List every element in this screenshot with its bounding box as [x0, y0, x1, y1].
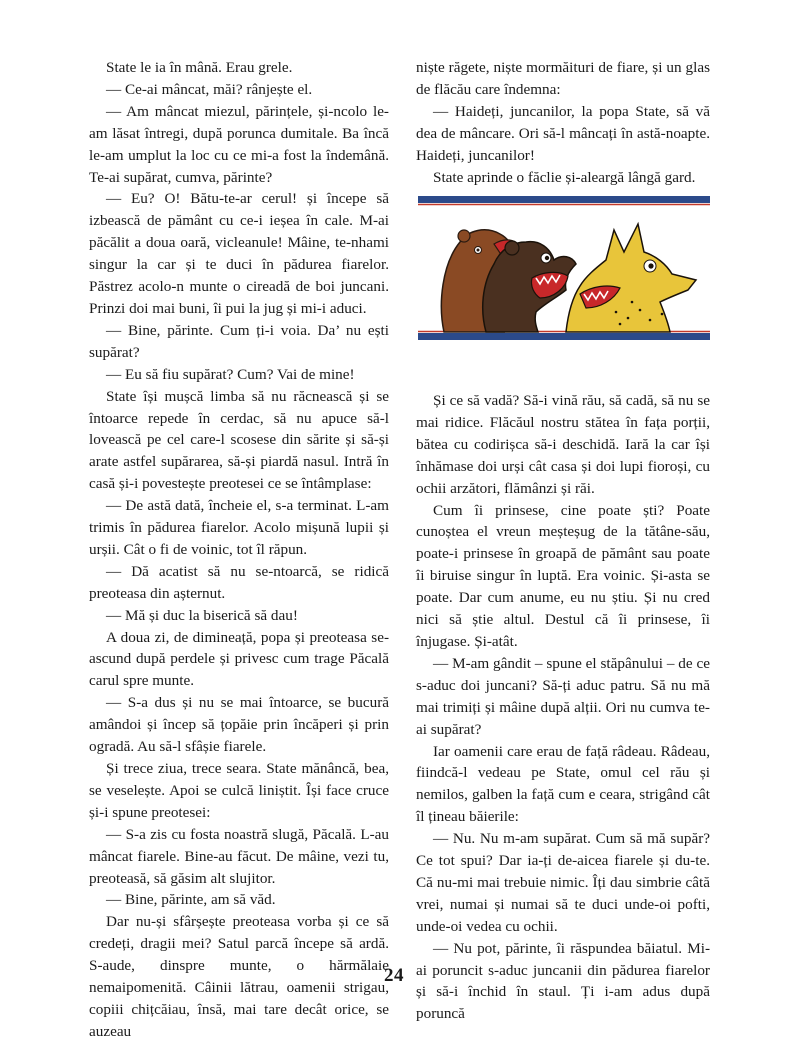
paragraph: State le ia în mână. Erau grele. [106, 59, 293, 76]
paragraph: — Nu. Nu m-am supărat. Cum să mă supăr? Ce tot spui? Dar ia-ți de-aicea fiarele și du-te. Că nu-mi mai trebuie nimic. Îți dau simbrie câtă vrei, numai și numai să te duci unde-oi pofti, unde-oi vedea cu ochii. [416, 830, 710, 935]
bottom-blue-band [418, 333, 710, 340]
paragraph: — Eu? O! Bătu-te-ar cerul! și începe să izbească de pământ cu ce-i ieșea în cale. M-ai păcălit a doua oară, vicleanule! Mâine, te-nhami singur la car și te duci în pădurea fiarelor. Păstrez acolo-n munte o cireadă de boi juncani. Prinzi doi mai buni, îi pui la jug și mi-i aduci. [89, 190, 389, 317]
page-number: 24 [384, 965, 404, 986]
paragraph: — Bine, părinte, am să văd. [106, 891, 276, 909]
paragraph: — Ce-ai mâncat, măi? rânjește el. [106, 80, 313, 98]
paragraph: State aprinde o făclie și-aleargă lângă gard. [433, 168, 696, 186]
paragraph: — De astă dată, încheie el, s-a terminat. L-am trimis în pădurea fiarelor. Acolo mișună lupii și urșii. Cât o fi de voinic, tot îl răpun. [89, 497, 389, 558]
paragraph: — Eu să fiu supărat? Cum? Vai de mine! [106, 365, 355, 383]
paragraph: — Am mâncat miezul, părințele, și-ncolo le-am lăsat întregi, după porunca dumitale. Ba încă le-am umplut la loc cu ce mi-a fost la îndemână. Te-ai supărat, cumva, părinte? [89, 102, 389, 186]
paragraph: niște răgete, niște mormăituri de fiare, și un glas de flăcău care îndemna: [416, 59, 710, 98]
paragraph: A doua zi, de dimineață, popa și preoteasa se-ascund după perdele și privesc cum trage Păcală carul spre munte. [89, 628, 389, 690]
bears-and-wolves-illustration [416, 194, 712, 342]
paragraph: Iar oamenii care erau de față râdeau. Râdeau, fiindcă-l vedeau pe State, omul cel rău și nemilos, galben la față cum e ceara, strigând cât îl țineau băierile: [416, 742, 710, 826]
paragraph: Dar nu-și sfârșește preoteasa vorba și ce să credeți, dragii mei? Satul parcă începe să ardă. S-aude, dinspre munte, o hărmălaie nemaipomenită. Câinii lătrau, oamenii strigau, copiii chițcăiau, însă, mai tare decât orice, se auzeau [89, 913, 389, 1040]
paragraph: — Mă și duc la biserică să dau! [106, 606, 298, 624]
left-text-column [89, 57, 389, 1043]
right-text-column-bottom [416, 390, 710, 1025]
paragraph: Și ce să vadă? Să-i vină rău, să cadă, să nu se mai ridice. Flăcăul nostru stătea în fața porții, bătea cu codirișca să-i deschidă. Iară la car își înhămase doi urși cât casa și doi lupi fioroși, cu ochii arzători, flămânzi și răi. [416, 392, 710, 497]
yellow-wolf-head [566, 224, 696, 332]
paragraph: State își mușcă limba să nu răcnească și se întoarce repede în cerdac, să nu apuce să-l lovească pe cel care-l scosese din sărite și să-și arate astfel supărarea, să-și piardă nasul. Intră în casă și-i povestește preotesei ce se întâmplase: [89, 387, 389, 493]
top-blue-band [418, 196, 710, 203]
paragraph: — S-a zis cu fosta noastră slugă, Păcală. L-au mâncat fiarele. Bine-au făcut. De mâine, vezi tu, preoteasă, să găsim alt slujitor. [89, 825, 389, 887]
paragraph: — Haideți, juncanilor, la popa State, să vă dea de mâncare. Ori să-l mâncați în astă-noapte. Haideți, juncanilor! [416, 102, 710, 164]
paragraph: — M-am gândit – spune el stăpânului – de ce s-aduc doi juncani? Să-ți aduc patru. Să nu mă mai trimiți și mâine după alții. Ori nu cumva te-ai supărat? [416, 654, 710, 738]
paragraph: Și trece ziua, trece seara. State mănâncă, bea, se veselește. Apoi se culcă liniștit. Își face cruce și-i spune preotesei: [89, 760, 389, 821]
paragraph: — Dă acatist să nu se-ntoarcă, se ridică preoteasa din așternut. [89, 562, 389, 602]
paragraph: — Bine, părinte. Cum ți-i voia. Da’ nu ești supărat? [89, 321, 389, 361]
paragraph: — S-a dus și nu se mai întoarce, se bucură amândoi și încep să țopăie prin încăperi și prin ogradă. Au să-l sfâșie fiarele. [89, 694, 389, 756]
paragraph: — Nu pot, părinte, îi răspundea băiatul. Mi-ai poruncit s-aduc juncanii din pădurea fiarelor și să-i închid în staul. Ți i-am adus după poruncă [416, 939, 710, 1023]
right-text-column-top [416, 57, 710, 188]
paragraph: Cum îi prinsese, cine poate ști? Poate cunoștea el vreun meșteșug de la tătâne-său, poate-i prinsese în groapă de pământ sau poate îi biruise singur în luptă. Era voinic. Și-asta se poate. Dar cum anume, eu nu știu. Și nu cred nici să știe altul. Destul că îi prinsese, îi înjugase. Și-atât. [416, 501, 710, 650]
